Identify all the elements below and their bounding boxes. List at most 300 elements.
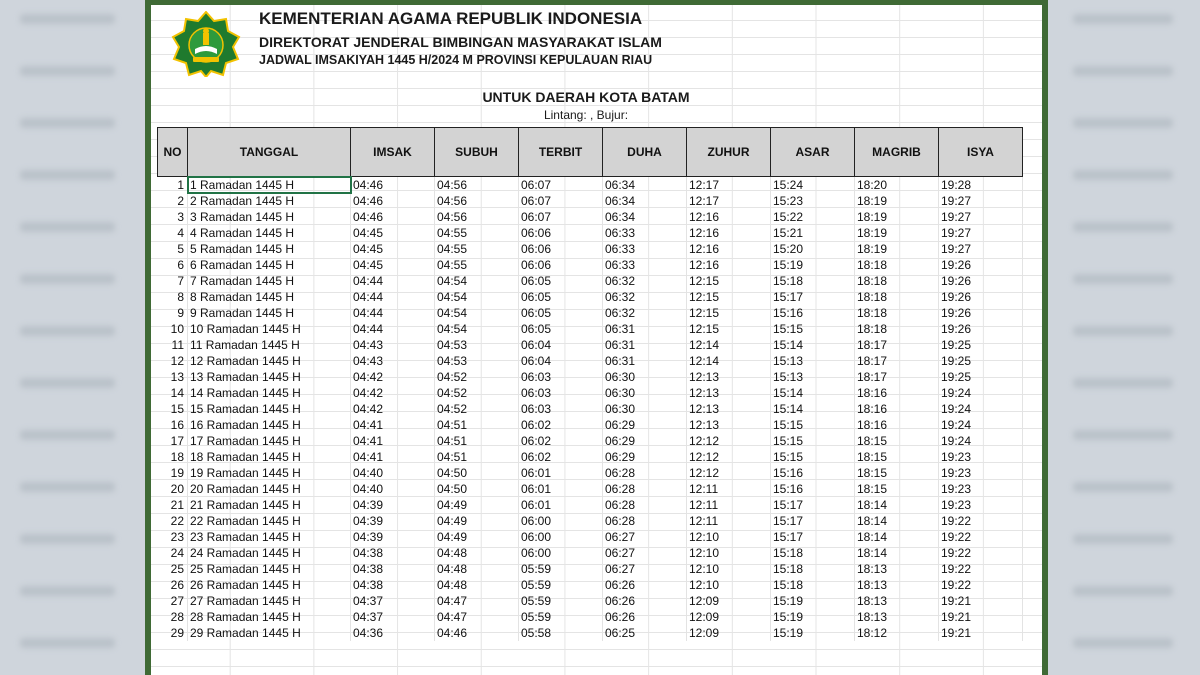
cell-zuhur[interactable]: 12:10 <box>687 545 771 561</box>
col-header-duha[interactable]: DUHA <box>603 128 687 177</box>
cell-subuh[interactable]: 04:56 <box>435 193 519 209</box>
cell-magrib[interactable]: 18:15 <box>855 465 939 481</box>
col-header-asar[interactable]: ASAR <box>771 128 855 177</box>
cell-terbit[interactable]: 06:03 <box>519 401 603 417</box>
cell-asar[interactable]: 15:14 <box>771 385 855 401</box>
cell-asar[interactable]: 15:15 <box>771 433 855 449</box>
cell-duha[interactable]: 06:29 <box>603 449 687 465</box>
cell-magrib[interactable]: 18:16 <box>855 385 939 401</box>
cell-duha[interactable]: 06:27 <box>603 561 687 577</box>
col-header-magrib[interactable]: MAGRIB <box>855 128 939 177</box>
cell-imsak[interactable]: 04:44 <box>351 305 435 321</box>
cell-magrib[interactable]: 18:18 <box>855 257 939 273</box>
cell-asar[interactable]: 15:17 <box>771 289 855 305</box>
cell-magrib[interactable]: 18:19 <box>855 193 939 209</box>
cell-isya[interactable]: 19:26 <box>939 321 1023 337</box>
cell-isya[interactable]: 19:23 <box>939 497 1023 513</box>
cell-terbit[interactable]: 06:05 <box>519 273 603 289</box>
cell-duha[interactable]: 06:26 <box>603 577 687 593</box>
cell-no[interactable]: 15 <box>158 401 188 417</box>
cell-isya[interactable]: 19:23 <box>939 449 1023 465</box>
cell-magrib[interactable]: 18:14 <box>855 513 939 529</box>
cell-magrib[interactable]: 18:15 <box>855 449 939 465</box>
cell-asar[interactable]: 15:18 <box>771 545 855 561</box>
cell-duha[interactable]: 06:29 <box>603 433 687 449</box>
cell-duha[interactable]: 06:31 <box>603 321 687 337</box>
cell-subuh[interactable]: 04:47 <box>435 609 519 625</box>
cell-subuh[interactable]: 04:55 <box>435 241 519 257</box>
cell-magrib[interactable]: 18:17 <box>855 369 939 385</box>
cell-subuh[interactable]: 04:50 <box>435 465 519 481</box>
cell-duha[interactable]: 06:27 <box>603 545 687 561</box>
cell-subuh[interactable]: 04:54 <box>435 305 519 321</box>
cell-terbit[interactable]: 05:59 <box>519 561 603 577</box>
cell-isya[interactable]: 19:25 <box>939 369 1023 385</box>
cell-terbit[interactable]: 06:02 <box>519 449 603 465</box>
cell-isya[interactable]: 19:26 <box>939 289 1023 305</box>
cell-isya[interactable]: 19:24 <box>939 433 1023 449</box>
cell-terbit[interactable]: 06:07 <box>519 209 603 225</box>
cell-zuhur[interactable]: 12:09 <box>687 625 771 641</box>
cell-isya[interactable]: 19:23 <box>939 481 1023 497</box>
cell-tanggal[interactable]: 3 Ramadan 1445 H <box>188 209 351 225</box>
cell-terbit[interactable]: 06:06 <box>519 225 603 241</box>
cell-isya[interactable]: 19:27 <box>939 241 1023 257</box>
cell-subuh[interactable]: 04:54 <box>435 289 519 305</box>
cell-tanggal[interactable]: 15 Ramadan 1445 H <box>188 401 351 417</box>
cell-zuhur[interactable]: 12:10 <box>687 561 771 577</box>
cell-asar[interactable]: 15:16 <box>771 481 855 497</box>
cell-magrib[interactable]: 18:13 <box>855 609 939 625</box>
cell-imsak[interactable]: 04:41 <box>351 433 435 449</box>
cell-duha[interactable]: 06:32 <box>603 289 687 305</box>
cell-subuh[interactable]: 04:54 <box>435 273 519 289</box>
cell-duha[interactable]: 06:31 <box>603 353 687 369</box>
cell-magrib[interactable]: 18:14 <box>855 545 939 561</box>
cell-magrib[interactable]: 18:13 <box>855 577 939 593</box>
cell-no[interactable]: 21 <box>158 497 188 513</box>
cell-subuh[interactable]: 04:51 <box>435 449 519 465</box>
cell-no[interactable]: 24 <box>158 545 188 561</box>
cell-zuhur[interactable]: 12:13 <box>687 385 771 401</box>
cell-tanggal[interactable]: 25 Ramadan 1445 H <box>188 561 351 577</box>
cell-duha[interactable]: 06:26 <box>603 593 687 609</box>
cell-no[interactable]: 11 <box>158 337 188 353</box>
cell-tanggal[interactable]: 18 Ramadan 1445 H <box>188 449 351 465</box>
cell-duha[interactable]: 06:28 <box>603 481 687 497</box>
cell-asar[interactable]: 15:24 <box>771 177 855 194</box>
cell-subuh[interactable]: 04:55 <box>435 257 519 273</box>
cell-imsak[interactable]: 04:39 <box>351 497 435 513</box>
cell-duha[interactable]: 06:25 <box>603 625 687 641</box>
cell-duha[interactable]: 06:30 <box>603 369 687 385</box>
cell-magrib[interactable]: 18:13 <box>855 593 939 609</box>
cell-duha[interactable]: 06:31 <box>603 337 687 353</box>
cell-tanggal[interactable]: 8 Ramadan 1445 H <box>188 289 351 305</box>
cell-duha[interactable]: 06:34 <box>603 209 687 225</box>
cell-asar[interactable]: 15:15 <box>771 449 855 465</box>
cell-zuhur[interactable]: 12:09 <box>687 593 771 609</box>
cell-tanggal[interactable]: 29 Ramadan 1445 H <box>188 625 351 641</box>
cell-asar[interactable]: 15:21 <box>771 225 855 241</box>
cell-zuhur[interactable]: 12:12 <box>687 433 771 449</box>
cell-duha[interactable]: 06:34 <box>603 193 687 209</box>
cell-no[interactable]: 23 <box>158 529 188 545</box>
cell-subuh[interactable]: 04:49 <box>435 513 519 529</box>
cell-duha[interactable]: 06:30 <box>603 385 687 401</box>
cell-isya[interactable]: 19:26 <box>939 273 1023 289</box>
cell-terbit[interactable]: 06:02 <box>519 433 603 449</box>
cell-subuh[interactable]: 04:46 <box>435 625 519 641</box>
cell-asar[interactable]: 15:13 <box>771 353 855 369</box>
cell-duha[interactable]: 06:34 <box>603 177 687 194</box>
cell-subuh[interactable]: 04:56 <box>435 209 519 225</box>
cell-zuhur[interactable]: 12:11 <box>687 513 771 529</box>
cell-asar[interactable]: 15:19 <box>771 593 855 609</box>
cell-asar[interactable]: 15:14 <box>771 401 855 417</box>
cell-asar[interactable]: 15:19 <box>771 257 855 273</box>
cell-tanggal[interactable]: 7 Ramadan 1445 H <box>188 273 351 289</box>
cell-zuhur[interactable]: 12:15 <box>687 321 771 337</box>
cell-asar[interactable]: 15:18 <box>771 577 855 593</box>
cell-subuh[interactable]: 04:49 <box>435 497 519 513</box>
cell-magrib[interactable]: 18:16 <box>855 417 939 433</box>
cell-terbit[interactable]: 06:00 <box>519 545 603 561</box>
cell-isya[interactable]: 19:28 <box>939 177 1023 194</box>
cell-imsak[interactable]: 04:45 <box>351 257 435 273</box>
cell-no[interactable]: 1 <box>158 177 188 194</box>
cell-zuhur[interactable]: 12:16 <box>687 209 771 225</box>
cell-zuhur[interactable]: 12:16 <box>687 241 771 257</box>
cell-zuhur[interactable]: 12:15 <box>687 289 771 305</box>
cell-subuh[interactable]: 04:52 <box>435 385 519 401</box>
cell-isya[interactable]: 19:25 <box>939 337 1023 353</box>
cell-subuh[interactable]: 04:48 <box>435 577 519 593</box>
cell-imsak[interactable]: 04:42 <box>351 369 435 385</box>
cell-zuhur[interactable]: 12:13 <box>687 369 771 385</box>
cell-isya[interactable]: 19:21 <box>939 593 1023 609</box>
cell-no[interactable]: 29 <box>158 625 188 641</box>
cell-isya[interactable]: 19:24 <box>939 401 1023 417</box>
cell-subuh[interactable]: 04:52 <box>435 401 519 417</box>
cell-imsak[interactable]: 04:41 <box>351 449 435 465</box>
cell-isya[interactable]: 19:24 <box>939 385 1023 401</box>
cell-subuh[interactable]: 04:56 <box>435 177 519 194</box>
cell-isya[interactable]: 19:26 <box>939 305 1023 321</box>
cell-duha[interactable]: 06:33 <box>603 241 687 257</box>
cell-zuhur[interactable]: 12:10 <box>687 577 771 593</box>
cell-isya[interactable]: 19:27 <box>939 193 1023 209</box>
cell-no[interactable]: 8 <box>158 289 188 305</box>
cell-imsak[interactable]: 04:46 <box>351 193 435 209</box>
cell-zuhur[interactable]: 12:12 <box>687 465 771 481</box>
col-header-zuhur[interactable]: ZUHUR <box>687 128 771 177</box>
cell-asar[interactable]: 15:17 <box>771 497 855 513</box>
cell-zuhur[interactable]: 12:13 <box>687 401 771 417</box>
cell-imsak[interactable]: 04:38 <box>351 577 435 593</box>
cell-tanggal[interactable]: 21 Ramadan 1445 H <box>188 497 351 513</box>
cell-isya[interactable]: 19:27 <box>939 209 1023 225</box>
cell-magrib[interactable]: 18:14 <box>855 529 939 545</box>
cell-zuhur[interactable]: 12:16 <box>687 225 771 241</box>
cell-tanggal[interactable]: 1 Ramadan 1445 H <box>188 177 351 194</box>
cell-tanggal[interactable]: 16 Ramadan 1445 H <box>188 417 351 433</box>
cell-magrib[interactable]: 18:19 <box>855 209 939 225</box>
cell-terbit[interactable]: 06:03 <box>519 369 603 385</box>
cell-duha[interactable]: 06:28 <box>603 513 687 529</box>
cell-no[interactable]: 27 <box>158 593 188 609</box>
cell-asar[interactable]: 15:17 <box>771 529 855 545</box>
cell-tanggal[interactable]: 26 Ramadan 1445 H <box>188 577 351 593</box>
cell-no[interactable]: 10 <box>158 321 188 337</box>
cell-imsak[interactable]: 04:36 <box>351 625 435 641</box>
cell-duha[interactable]: 06:33 <box>603 225 687 241</box>
cell-subuh[interactable]: 04:47 <box>435 593 519 609</box>
cell-no[interactable]: 28 <box>158 609 188 625</box>
cell-isya[interactable]: 19:23 <box>939 465 1023 481</box>
cell-terbit[interactable]: 05:59 <box>519 593 603 609</box>
cell-asar[interactable]: 15:22 <box>771 209 855 225</box>
cell-asar[interactable]: 15:20 <box>771 241 855 257</box>
cell-imsak[interactable]: 04:38 <box>351 545 435 561</box>
cell-isya[interactable]: 19:21 <box>939 625 1023 641</box>
cell-zuhur[interactable]: 12:17 <box>687 177 771 194</box>
cell-magrib[interactable]: 18:20 <box>855 177 939 194</box>
cell-tanggal[interactable]: 6 Ramadan 1445 H <box>188 257 351 273</box>
cell-terbit[interactable]: 06:00 <box>519 513 603 529</box>
cell-terbit[interactable]: 06:04 <box>519 337 603 353</box>
cell-terbit[interactable]: 06:06 <box>519 257 603 273</box>
cell-no[interactable]: 7 <box>158 273 188 289</box>
cell-isya[interactable]: 19:22 <box>939 513 1023 529</box>
cell-terbit[interactable]: 06:07 <box>519 193 603 209</box>
cell-imsak[interactable]: 04:38 <box>351 561 435 577</box>
cell-no[interactable]: 18 <box>158 449 188 465</box>
cell-subuh[interactable]: 04:48 <box>435 561 519 577</box>
cell-imsak[interactable]: 04:44 <box>351 321 435 337</box>
cell-tanggal[interactable]: 13 Ramadan 1445 H <box>188 369 351 385</box>
cell-magrib[interactable]: 18:18 <box>855 321 939 337</box>
cell-isya[interactable]: 19:22 <box>939 577 1023 593</box>
cell-terbit[interactable]: 06:04 <box>519 353 603 369</box>
cell-magrib[interactable]: 18:17 <box>855 337 939 353</box>
cell-duha[interactable]: 06:32 <box>603 305 687 321</box>
cell-asar[interactable]: 15:23 <box>771 193 855 209</box>
cell-isya[interactable]: 19:22 <box>939 529 1023 545</box>
cell-terbit[interactable]: 06:03 <box>519 385 603 401</box>
col-header-no[interactable]: NO <box>158 128 188 177</box>
cell-magrib[interactable]: 18:12 <box>855 625 939 641</box>
cell-zuhur[interactable]: 12:11 <box>687 481 771 497</box>
cell-terbit[interactable]: 05:59 <box>519 577 603 593</box>
cell-asar[interactable]: 15:18 <box>771 561 855 577</box>
cell-asar[interactable]: 15:14 <box>771 337 855 353</box>
cell-tanggal[interactable]: 4 Ramadan 1445 H <box>188 225 351 241</box>
cell-subuh[interactable]: 04:51 <box>435 433 519 449</box>
cell-imsak[interactable]: 04:46 <box>351 209 435 225</box>
cell-subuh[interactable]: 04:52 <box>435 369 519 385</box>
cell-subuh[interactable]: 04:50 <box>435 481 519 497</box>
cell-terbit[interactable]: 06:01 <box>519 481 603 497</box>
cell-zuhur[interactable]: 12:12 <box>687 449 771 465</box>
cell-imsak[interactable]: 04:39 <box>351 513 435 529</box>
cell-zuhur[interactable]: 12:13 <box>687 417 771 433</box>
cell-isya[interactable]: 19:27 <box>939 225 1023 241</box>
cell-zuhur[interactable]: 12:16 <box>687 257 771 273</box>
cell-magrib[interactable]: 18:15 <box>855 481 939 497</box>
cell-no[interactable]: 3 <box>158 209 188 225</box>
cell-imsak[interactable]: 04:43 <box>351 337 435 353</box>
cell-no[interactable]: 16 <box>158 417 188 433</box>
cell-no[interactable]: 2 <box>158 193 188 209</box>
cell-imsak[interactable]: 04:39 <box>351 529 435 545</box>
cell-subuh[interactable]: 04:51 <box>435 417 519 433</box>
cell-zuhur[interactable]: 12:15 <box>687 305 771 321</box>
cell-isya[interactable]: 19:25 <box>939 353 1023 369</box>
cell-subuh[interactable]: 04:48 <box>435 545 519 561</box>
cell-terbit[interactable]: 06:01 <box>519 465 603 481</box>
cell-tanggal[interactable]: 11 Ramadan 1445 H <box>188 337 351 353</box>
cell-subuh[interactable]: 04:53 <box>435 353 519 369</box>
cell-terbit[interactable]: 05:59 <box>519 609 603 625</box>
col-header-terbit[interactable]: TERBIT <box>519 128 603 177</box>
cell-tanggal[interactable]: 2 Ramadan 1445 H <box>188 193 351 209</box>
cell-asar[interactable]: 15:16 <box>771 465 855 481</box>
cell-asar[interactable]: 15:19 <box>771 625 855 641</box>
cell-magrib[interactable]: 18:19 <box>855 241 939 257</box>
cell-asar[interactable]: 15:19 <box>771 609 855 625</box>
cell-imsak[interactable]: 04:43 <box>351 353 435 369</box>
cell-imsak[interactable]: 04:42 <box>351 401 435 417</box>
cell-tanggal[interactable]: 19 Ramadan 1445 H <box>188 465 351 481</box>
cell-imsak[interactable]: 04:37 <box>351 609 435 625</box>
cell-tanggal[interactable]: 14 Ramadan 1445 H <box>188 385 351 401</box>
col-header-tanggal[interactable]: TANGGAL <box>188 128 351 177</box>
cell-tanggal[interactable]: 10 Ramadan 1445 H <box>188 321 351 337</box>
cell-tanggal[interactable]: 22 Ramadan 1445 H <box>188 513 351 529</box>
cell-duha[interactable]: 06:32 <box>603 273 687 289</box>
cell-no[interactable]: 12 <box>158 353 188 369</box>
cell-tanggal[interactable]: 23 Ramadan 1445 H <box>188 529 351 545</box>
cell-no[interactable]: 9 <box>158 305 188 321</box>
cell-asar[interactable]: 15:15 <box>771 321 855 337</box>
cell-subuh[interactable]: 04:53 <box>435 337 519 353</box>
cell-no[interactable]: 4 <box>158 225 188 241</box>
cell-zuhur[interactable]: 12:17 <box>687 193 771 209</box>
cell-no[interactable]: 25 <box>158 561 188 577</box>
cell-isya[interactable]: 19:22 <box>939 545 1023 561</box>
cell-terbit[interactable]: 06:05 <box>519 289 603 305</box>
cell-terbit[interactable]: 06:05 <box>519 305 603 321</box>
cell-no[interactable]: 17 <box>158 433 188 449</box>
cell-terbit[interactable]: 06:06 <box>519 241 603 257</box>
cell-subuh[interactable]: 04:49 <box>435 529 519 545</box>
cell-imsak[interactable]: 04:46 <box>351 177 435 194</box>
cell-zuhur[interactable]: 12:15 <box>687 273 771 289</box>
cell-no[interactable]: 26 <box>158 577 188 593</box>
cell-magrib[interactable]: 18:15 <box>855 433 939 449</box>
cell-duha[interactable]: 06:30 <box>603 401 687 417</box>
cell-no[interactable]: 13 <box>158 369 188 385</box>
cell-no[interactable]: 6 <box>158 257 188 273</box>
cell-imsak[interactable]: 04:40 <box>351 481 435 497</box>
cell-duha[interactable]: 06:28 <box>603 497 687 513</box>
cell-magrib[interactable]: 18:18 <box>855 289 939 305</box>
cell-terbit[interactable]: 06:05 <box>519 321 603 337</box>
cell-duha[interactable]: 06:29 <box>603 417 687 433</box>
cell-isya[interactable]: 19:26 <box>939 257 1023 273</box>
cell-duha[interactable]: 06:28 <box>603 465 687 481</box>
cell-asar[interactable]: 15:15 <box>771 417 855 433</box>
col-header-subuh[interactable]: SUBUH <box>435 128 519 177</box>
cell-terbit[interactable]: 06:00 <box>519 529 603 545</box>
cell-no[interactable]: 20 <box>158 481 188 497</box>
cell-asar[interactable]: 15:16 <box>771 305 855 321</box>
cell-magrib[interactable]: 18:13 <box>855 561 939 577</box>
cell-asar[interactable]: 15:13 <box>771 369 855 385</box>
cell-tanggal[interactable]: 20 Ramadan 1445 H <box>188 481 351 497</box>
cell-isya[interactable]: 19:21 <box>939 609 1023 625</box>
cell-terbit[interactable]: 05:58 <box>519 625 603 641</box>
cell-asar[interactable]: 15:18 <box>771 273 855 289</box>
cell-isya[interactable]: 19:22 <box>939 561 1023 577</box>
cell-tanggal[interactable]: 24 Ramadan 1445 H <box>188 545 351 561</box>
cell-magrib[interactable]: 18:16 <box>855 401 939 417</box>
cell-tanggal[interactable]: 5 Ramadan 1445 H <box>188 241 351 257</box>
cell-zuhur[interactable]: 12:11 <box>687 497 771 513</box>
cell-no[interactable]: 22 <box>158 513 188 529</box>
cell-magrib[interactable]: 18:18 <box>855 305 939 321</box>
cell-imsak[interactable]: 04:42 <box>351 385 435 401</box>
cell-zuhur[interactable]: 12:14 <box>687 337 771 353</box>
cell-imsak[interactable]: 04:41 <box>351 417 435 433</box>
cell-tanggal[interactable]: 17 Ramadan 1445 H <box>188 433 351 449</box>
cell-no[interactable]: 14 <box>158 385 188 401</box>
cell-duha[interactable]: 06:27 <box>603 529 687 545</box>
cell-zuhur[interactable]: 12:14 <box>687 353 771 369</box>
cell-subuh[interactable]: 04:55 <box>435 225 519 241</box>
cell-tanggal[interactable]: 12 Ramadan 1445 H <box>188 353 351 369</box>
cell-subuh[interactable]: 04:54 <box>435 321 519 337</box>
cell-duha[interactable]: 06:26 <box>603 609 687 625</box>
cell-isya[interactable]: 19:24 <box>939 417 1023 433</box>
cell-terbit[interactable]: 06:01 <box>519 497 603 513</box>
cell-imsak[interactable]: 04:44 <box>351 289 435 305</box>
col-header-isya[interactable]: ISYA <box>939 128 1023 177</box>
cell-no[interactable]: 19 <box>158 465 188 481</box>
cell-tanggal[interactable]: 28 Ramadan 1445 H <box>188 609 351 625</box>
cell-asar[interactable]: 15:17 <box>771 513 855 529</box>
cell-imsak[interactable]: 04:37 <box>351 593 435 609</box>
cell-terbit[interactable]: 06:02 <box>519 417 603 433</box>
cell-tanggal[interactable]: 27 Ramadan 1445 H <box>188 593 351 609</box>
cell-imsak[interactable]: 04:44 <box>351 273 435 289</box>
col-header-imsak[interactable]: IMSAK <box>351 128 435 177</box>
cell-magrib[interactable]: 18:14 <box>855 497 939 513</box>
cell-magrib[interactable]: 18:17 <box>855 353 939 369</box>
cell-zuhur[interactable]: 12:10 <box>687 529 771 545</box>
cell-magrib[interactable]: 18:18 <box>855 273 939 289</box>
cell-duha[interactable]: 06:33 <box>603 257 687 273</box>
cell-terbit[interactable]: 06:07 <box>519 177 603 194</box>
cell-no[interactable]: 5 <box>158 241 188 257</box>
cell-tanggal[interactable]: 9 Ramadan 1445 H <box>188 305 351 321</box>
cell-imsak[interactable]: 04:45 <box>351 241 435 257</box>
cell-imsak[interactable]: 04:40 <box>351 465 435 481</box>
cell-magrib[interactable]: 18:19 <box>855 225 939 241</box>
cell-zuhur[interactable]: 12:09 <box>687 609 771 625</box>
cell-imsak[interactable]: 04:45 <box>351 225 435 241</box>
